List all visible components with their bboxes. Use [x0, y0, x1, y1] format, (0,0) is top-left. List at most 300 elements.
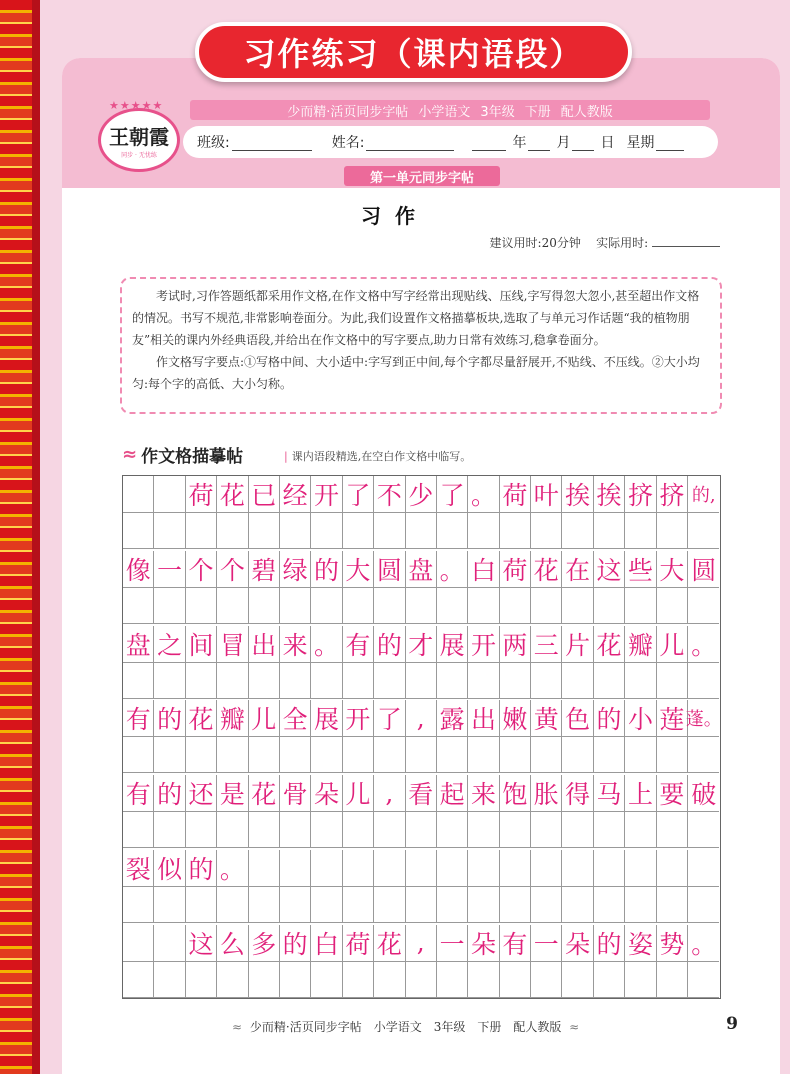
grid-cell: 圆 — [374, 551, 405, 588]
practice-cell[interactable] — [374, 812, 405, 848]
writing-tips: 作文格写字要点:①写格中间、大小适中:字写到正中间,每个字都尽量舒展开,不贴线、不压线。②大小均匀:每个字的高低、大小匀称。 — [132, 355, 700, 391]
practice-cell[interactable] — [531, 887, 562, 923]
grid-cell: 挤 — [657, 476, 688, 513]
grid-cell — [280, 850, 311, 887]
grid-cell: 饱 — [500, 775, 531, 812]
practice-row[interactable] — [123, 962, 720, 998]
footer-caption: ≈ 少而精·活页同步字帖 小学语文 3年级 下册 配人教版 ≈ — [232, 1020, 580, 1034]
grid-cell: 了 — [374, 700, 405, 737]
grid-cell — [468, 850, 499, 887]
grid-cell: 胀 — [531, 775, 562, 812]
practice-cell[interactable] — [154, 588, 185, 624]
grid-cell: 势 — [657, 925, 688, 962]
grid-cell: 圆 — [688, 551, 719, 588]
grid-cell: 。 — [217, 850, 248, 887]
practice-cell[interactable] — [249, 588, 280, 624]
grid-cell: 两 — [500, 626, 531, 663]
practice-cell[interactable] — [500, 887, 531, 923]
brand-logo — [98, 99, 180, 172]
grid-cell: , — [374, 775, 405, 812]
grid-cell — [154, 476, 185, 513]
practice-cell[interactable] — [688, 513, 719, 549]
series-name: 少而精·活页同步字帖 — [287, 104, 409, 120]
grid-cell: 还 — [186, 775, 217, 812]
practice-cell[interactable] — [186, 962, 217, 998]
grid-cell: 有 — [123, 700, 154, 737]
page-number: 9 — [726, 1014, 738, 1034]
practice-cell[interactable] — [186, 737, 217, 773]
grid-cell: 出 — [468, 700, 499, 737]
practice-cell[interactable] — [625, 737, 656, 773]
practice-cell[interactable] — [625, 962, 656, 998]
grid-cell: 的 — [594, 700, 625, 737]
grid-cell: 之 — [154, 626, 185, 663]
suggested-time: 建议用时:20分钟 — [489, 236, 581, 250]
grid-cell: 三 — [531, 626, 562, 663]
practice-cell[interactable] — [437, 962, 468, 998]
practice-cell[interactable] — [437, 812, 468, 848]
practice-cell[interactable] — [500, 588, 531, 624]
grid-cell: 大 — [343, 551, 374, 588]
grid-cell: 荷 — [500, 551, 531, 588]
section-heading: 习作 — [361, 204, 429, 228]
practice-cell[interactable] — [249, 737, 280, 773]
practice-cell[interactable] — [625, 513, 656, 549]
grid-cell — [154, 925, 185, 962]
practice-cell[interactable] — [406, 588, 437, 624]
grid-cell: 挨 — [594, 476, 625, 513]
practice-row[interactable] — [123, 513, 720, 549]
star-icons: ★★★★★ — [109, 99, 164, 112]
practice-row[interactable] — [123, 887, 720, 923]
practice-cell[interactable] — [217, 588, 248, 624]
grid-cell: 有 — [123, 775, 154, 812]
practice-row[interactable] — [123, 588, 720, 624]
practice-cell[interactable] — [437, 513, 468, 549]
grid-cell: 小 — [625, 700, 656, 737]
grid-cell: 露 — [437, 700, 468, 737]
practice-cell[interactable] — [500, 663, 531, 699]
grid-cell: 来 — [280, 626, 311, 663]
grid-cell — [531, 850, 562, 887]
grid-cell: 不 — [374, 476, 405, 513]
practice-cell[interactable] — [468, 663, 499, 699]
grid-cell: 花 — [531, 551, 562, 588]
practice-cell[interactable] — [562, 887, 593, 923]
practice-cell[interactable] — [437, 663, 468, 699]
practice-cell[interactable] — [531, 812, 562, 848]
grid-cell: 裂 — [123, 850, 154, 887]
grid-cell: 白 — [311, 925, 342, 962]
practice-section-title: ≈ 作文格描摹帖 — [122, 444, 244, 467]
practice-cell[interactable] — [657, 962, 688, 998]
grid-cell — [311, 850, 342, 887]
practice-cell[interactable] — [531, 737, 562, 773]
practice-cell[interactable] — [562, 962, 593, 998]
grid-cell: 蓬。 — [688, 700, 719, 737]
grid-cell: 间 — [186, 626, 217, 663]
wave-icon: ≈ — [569, 1020, 580, 1034]
practice-hint: | 课内语段精选,在空白作文格中临写。 — [284, 448, 471, 464]
instruction-box — [120, 277, 722, 414]
grid-cell: 全 — [280, 700, 311, 737]
grid-cell: 花 — [217, 476, 248, 513]
grid-cell: 儿 — [343, 775, 374, 812]
practice-cell[interactable] — [249, 812, 280, 848]
practice-cell[interactable] — [625, 588, 656, 624]
practice-cell[interactable] — [217, 513, 248, 549]
grid-cell: 马 — [594, 775, 625, 812]
practice-cell[interactable] — [406, 962, 437, 998]
practice-cell[interactable] — [594, 513, 625, 549]
practice-cell[interactable] — [343, 513, 374, 549]
practice-cell[interactable] — [343, 737, 374, 773]
practice-row[interactable] — [123, 737, 720, 773]
grid-cell — [437, 850, 468, 887]
practice-cell[interactable] — [500, 513, 531, 549]
trace-row — [123, 775, 720, 812]
grid-cell: 碧 — [249, 551, 280, 588]
practice-cell[interactable] — [657, 663, 688, 699]
name-field[interactable] — [366, 134, 454, 151]
grid-cell — [123, 476, 154, 513]
practice-cell[interactable] — [531, 663, 562, 699]
grid-cell: 破 — [688, 775, 719, 812]
grid-cell: 的 — [374, 626, 405, 663]
grid-cell — [562, 850, 593, 887]
grade: 3年级 — [480, 104, 515, 120]
practice-cell[interactable] — [437, 887, 468, 923]
practice-cell[interactable] — [562, 812, 593, 848]
practice-cell[interactable] — [280, 737, 311, 773]
grid-cell: 冒 — [217, 626, 248, 663]
practice-cell[interactable] — [688, 588, 719, 624]
practice-cell[interactable] — [594, 663, 625, 699]
practice-cell[interactable] — [249, 513, 280, 549]
practice-cell[interactable] — [343, 588, 374, 624]
practice-cell[interactable] — [657, 887, 688, 923]
grid-cell: 挤 — [625, 476, 656, 513]
grid-cell: 花 — [594, 626, 625, 663]
year-label: 年 — [512, 135, 527, 151]
practice-cell[interactable] — [657, 737, 688, 773]
practice-cell[interactable] — [468, 737, 499, 773]
practice-cell[interactable] — [186, 588, 217, 624]
practice-cell[interactable] — [280, 588, 311, 624]
grid-cell: 的 — [154, 775, 185, 812]
practice-cell[interactable] — [311, 962, 342, 998]
grid-cell: 少 — [406, 476, 437, 513]
practice-cell[interactable] — [657, 588, 688, 624]
grid-cell: 了 — [437, 476, 468, 513]
grid-cell: 绿 — [280, 551, 311, 588]
grid-cell: 展 — [437, 626, 468, 663]
grid-cell: 出 — [249, 626, 280, 663]
practice-cell[interactable] — [217, 887, 248, 923]
grid-cell: 黄 — [531, 700, 562, 737]
practice-cell[interactable] — [688, 737, 719, 773]
day-field[interactable] — [572, 134, 594, 151]
grid-cell — [406, 850, 437, 887]
practice-cell[interactable] — [217, 962, 248, 998]
practice-cell[interactable] — [123, 887, 154, 923]
grid-cell: 花 — [374, 925, 405, 962]
grid-cell — [625, 850, 656, 887]
grid-cell — [500, 850, 531, 887]
name-label: 姓名: — [331, 135, 365, 151]
practice-cell[interactable] — [468, 962, 499, 998]
practice-cell[interactable] — [217, 663, 248, 699]
grid-cell: 。 — [468, 476, 499, 513]
practice-cell[interactable] — [311, 663, 342, 699]
practice-cell[interactable] — [594, 962, 625, 998]
practice-cell[interactable] — [688, 663, 719, 699]
grid-cell: 白 — [468, 551, 499, 588]
grid-cell: 些 — [625, 551, 656, 588]
grid-cell: 么 — [217, 925, 248, 962]
grid-cell: 叶 — [531, 476, 562, 513]
grid-cell: 。 — [311, 626, 342, 663]
grid-cell: 上 — [625, 775, 656, 812]
practice-cell[interactable] — [657, 513, 688, 549]
practice-cell[interactable] — [594, 887, 625, 923]
grid-cell — [123, 925, 154, 962]
practice-cell[interactable] — [406, 812, 437, 848]
practice-cell[interactable] — [625, 887, 656, 923]
practice-cell[interactable] — [311, 887, 342, 923]
grid-cell: 经 — [280, 476, 311, 513]
grid-cell: 开 — [311, 476, 342, 513]
practice-cell[interactable] — [280, 663, 311, 699]
practice-cell[interactable] — [625, 663, 656, 699]
practice-cell[interactable] — [625, 812, 656, 848]
grid-cell: 才 — [406, 626, 437, 663]
practice-cell[interactable] — [468, 887, 499, 923]
grid-cell: 开 — [343, 700, 374, 737]
practice-cell[interactable] — [280, 812, 311, 848]
practice-cell[interactable] — [123, 737, 154, 773]
trace-row — [123, 850, 720, 887]
practice-cell[interactable] — [311, 513, 342, 549]
practice-cell[interactable] — [154, 663, 185, 699]
practice-cell[interactable] — [594, 588, 625, 624]
practice-cell[interactable] — [217, 737, 248, 773]
practice-cell[interactable] — [311, 588, 342, 624]
practice-cell[interactable] — [123, 663, 154, 699]
grid-cell: 像 — [123, 551, 154, 588]
practice-cell[interactable] — [217, 812, 248, 848]
grid-cell: 开 — [468, 626, 499, 663]
grid-cell: 儿 — [249, 700, 280, 737]
grid-cell: 展 — [311, 700, 342, 737]
grid-cell: 盘 — [123, 626, 154, 663]
practice-cell[interactable] — [280, 887, 311, 923]
practice-cell[interactable] — [594, 737, 625, 773]
term: 下册 — [524, 104, 551, 120]
grid-cell: 一 — [437, 925, 468, 962]
practice-cell[interactable] — [688, 962, 719, 998]
practice-cell[interactable] — [468, 812, 499, 848]
practice-cell[interactable] — [154, 962, 185, 998]
grid-cell: 来 — [468, 775, 499, 812]
grid-cell: 个 — [186, 551, 217, 588]
practice-cell[interactable] — [500, 812, 531, 848]
practice-cell[interactable] — [311, 812, 342, 848]
grid-cell: 花 — [186, 700, 217, 737]
practice-cell[interactable] — [374, 513, 405, 549]
actual-time-label: 实际用时: — [596, 236, 649, 250]
trace-row — [123, 925, 720, 962]
logo-tag: 同步 · 无忧练 — [121, 152, 157, 159]
grid-cell: 有 — [343, 626, 374, 663]
practice-cell[interactable] — [688, 812, 719, 848]
practice-cell[interactable] — [343, 962, 374, 998]
practice-cell[interactable] — [186, 663, 217, 699]
grid-cell: 是 — [217, 775, 248, 812]
actual-time-field[interactable] — [652, 234, 720, 247]
practice-cell[interactable] — [374, 663, 405, 699]
grid-cell: 有 — [500, 925, 531, 962]
practice-cell[interactable] — [531, 588, 562, 624]
practice-cell[interactable] — [123, 812, 154, 848]
practice-cell[interactable] — [531, 513, 562, 549]
practice-cell[interactable] — [531, 962, 562, 998]
practice-cell[interactable] — [123, 588, 154, 624]
grid-cell: 。 — [437, 551, 468, 588]
grid-cell: 了 — [343, 476, 374, 513]
practice-cell[interactable] — [343, 812, 374, 848]
practice-cell[interactable] — [500, 737, 531, 773]
practice-cell[interactable] — [594, 812, 625, 848]
practice-cell[interactable] — [343, 663, 374, 699]
grid-cell: 朵 — [562, 925, 593, 962]
grid-cell — [688, 850, 719, 887]
decorative-side-stripe — [0, 0, 40, 1074]
grid-cell: 看 — [406, 775, 437, 812]
grid-cell — [249, 850, 280, 887]
page-title-banner: 习作练习（课内语段） — [195, 22, 632, 82]
grid-cell: , — [406, 700, 437, 737]
practice-cell[interactable] — [280, 962, 311, 998]
grid-cell: 片 — [562, 626, 593, 663]
grid-cell: 花 — [249, 775, 280, 812]
grid-cell — [594, 850, 625, 887]
grid-cell: 荷 — [186, 476, 217, 513]
logo-name: 王朝霞 — [109, 125, 169, 149]
edition: 配人教版 — [560, 104, 613, 120]
practice-cell[interactable] — [374, 588, 405, 624]
practice-cell[interactable] — [500, 962, 531, 998]
practice-cell[interactable] — [311, 737, 342, 773]
grid-cell: 已 — [249, 476, 280, 513]
grid-cell: 的 — [154, 700, 185, 737]
week-field[interactable] — [656, 134, 684, 151]
grid-cell: 大 — [657, 551, 688, 588]
grid-cell: 。 — [688, 626, 719, 663]
trace-row — [123, 626, 720, 663]
practice-cell[interactable] — [562, 737, 593, 773]
practice-cell[interactable] — [186, 812, 217, 848]
grid-cell: 挨 — [562, 476, 593, 513]
instruction-paragraph: 考试时,习作答题纸都采用作文格,在作文格中写字经常出现贴线、压线,字写得忽大忽小,甚至超出作文格的情况。书写不规范,非常影响卷面分。为此,我们设置作文格描摹板块,选取了与单元习作话题“我的植物朋友”相关的课内外经典语段,并给出在作文格中的写字要点,助力日常有效练习,稳拿卷面分。 — [132, 289, 700, 347]
practice-cell[interactable] — [406, 737, 437, 773]
class-field[interactable] — [232, 134, 312, 151]
practice-cell[interactable] — [154, 887, 185, 923]
practice-cell[interactable] — [562, 513, 593, 549]
grid-cell: 色 — [562, 700, 593, 737]
year-field[interactable] — [472, 134, 506, 151]
grid-cell: 的, — [688, 476, 719, 513]
grid-cell: 莲 — [657, 700, 688, 737]
practice-cell[interactable] — [688, 887, 719, 923]
trace-row — [123, 551, 720, 588]
practice-cell[interactable] — [468, 588, 499, 624]
grid-cell: 多 — [249, 925, 280, 962]
practice-cell[interactable] — [374, 737, 405, 773]
grid-cell: 朵 — [311, 775, 342, 812]
practice-cell[interactable] — [280, 513, 311, 549]
practice-cell[interactable] — [249, 962, 280, 998]
grid-cell: 的 — [186, 850, 217, 887]
practice-cell[interactable] — [468, 513, 499, 549]
practice-cell[interactable] — [186, 887, 217, 923]
grid-cell: 。 — [688, 925, 719, 962]
practice-cell[interactable] — [406, 513, 437, 549]
practice-cell[interactable] — [406, 663, 437, 699]
practice-cell[interactable] — [123, 513, 154, 549]
week-label: 星期 — [626, 135, 655, 151]
practice-cell[interactable] — [249, 887, 280, 923]
practice-cell[interactable] — [657, 812, 688, 848]
day-label: 日 — [600, 135, 615, 151]
practice-cell[interactable] — [562, 588, 593, 624]
practice-cell[interactable] — [123, 962, 154, 998]
grid-cell: 的 — [594, 925, 625, 962]
practice-cell[interactable] — [374, 962, 405, 998]
grid-cell: 的 — [311, 551, 342, 588]
month-field[interactable] — [528, 134, 550, 151]
grid-cell: 个 — [217, 551, 248, 588]
trace-row — [123, 700, 720, 737]
practice-cell[interactable] — [437, 588, 468, 624]
practice-cell[interactable] — [374, 887, 405, 923]
grid-cell — [374, 850, 405, 887]
wave-icon: ≈ — [122, 444, 138, 465]
grid-cell: 朵 — [468, 925, 499, 962]
student-info-bar — [183, 126, 718, 158]
subject: 小学语文 — [418, 104, 471, 120]
grid-cell: 骨 — [280, 775, 311, 812]
grid-cell: 这 — [594, 551, 625, 588]
practice-row[interactable] — [123, 663, 720, 699]
practice-cell[interactable] — [154, 513, 185, 549]
wave-icon: ≈ — [232, 1020, 243, 1034]
practice-cell[interactable] — [154, 737, 185, 773]
practice-cell[interactable] — [562, 663, 593, 699]
time-line — [490, 234, 720, 251]
practice-cell[interactable] — [249, 663, 280, 699]
practice-cell[interactable] — [154, 812, 185, 848]
grid-cell: 在 — [562, 551, 593, 588]
practice-cell[interactable] — [186, 513, 217, 549]
unit-tab: 第一单元同步字帖 — [344, 166, 500, 186]
grid-cell: , — [406, 925, 437, 962]
practice-cell[interactable] — [406, 887, 437, 923]
practice-cell[interactable] — [343, 887, 374, 923]
practice-cell[interactable] — [437, 737, 468, 773]
practice-row[interactable] — [123, 812, 720, 848]
grid-cell: 一 — [531, 925, 562, 962]
